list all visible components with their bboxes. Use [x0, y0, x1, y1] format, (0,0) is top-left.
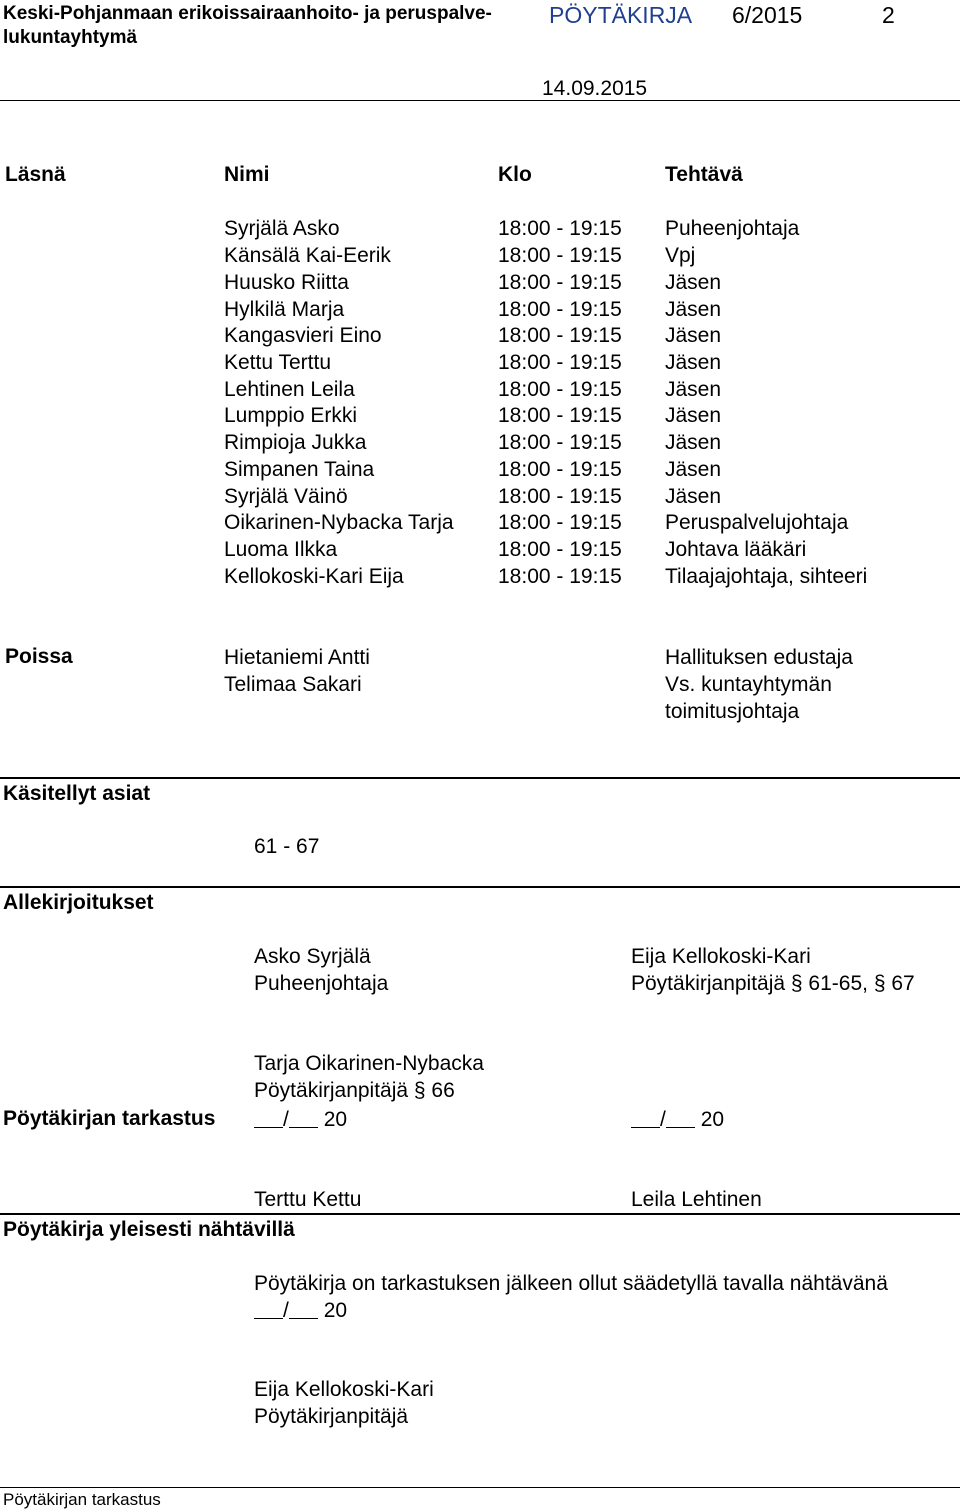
- year-prefix: 20: [700, 1108, 725, 1131]
- attendee-time: 18:00 - 19:15: [498, 378, 622, 401]
- absent-role: Vs. kuntayhtymän: [665, 673, 832, 696]
- attendee-time: 18:00 - 19:15: [498, 511, 622, 534]
- absent-role: Hallituksen edustaja: [665, 646, 853, 669]
- review-label: Pöytäkirjan tarkastus: [3, 1107, 216, 1130]
- attendee-time: 18:00 - 19:15: [498, 351, 622, 374]
- document-title: PÖYTÄKIRJA: [549, 2, 693, 28]
- footer-text: Pöytäkirjan tarkastus: [3, 1490, 161, 1509]
- month-blank: [289, 1107, 318, 1128]
- attendance-row: [0, 297, 960, 324]
- header-divider: [0, 100, 960, 101]
- chair-role: Puheenjohtaja: [254, 972, 389, 995]
- attendee-time: 18:00 - 19:15: [498, 458, 622, 481]
- attendee-name: Känsälä Kai-Eerik: [224, 244, 391, 267]
- attendee-name: Kellokoski-Kari Eija: [224, 565, 404, 588]
- attendee-time: 18:00 - 19:15: [498, 431, 622, 454]
- page-number: 2: [882, 2, 895, 28]
- attendee-name: Luoma Ilkka: [224, 538, 338, 561]
- absent-name: Telimaa Sakari: [224, 673, 362, 696]
- attendee-role: Jäsen: [665, 458, 722, 481]
- attendee-time: 18:00 - 19:15: [498, 298, 622, 321]
- attendance-row: [0, 537, 960, 564]
- absent-name: Hietaniemi Antti: [224, 646, 370, 669]
- year-prefix: 20: [323, 1108, 348, 1131]
- public-display-date: [254, 1298, 347, 1325]
- public-display-label: Pöytäkirja yleisesti nähtävillä: [3, 1218, 295, 1241]
- review-date-blank-2: [631, 1107, 724, 1134]
- attendee-name: Hylkilä Marja: [224, 298, 345, 321]
- organization-name-line1: Keski-Pohjanmaan erikoissairaanhoito- ja peruspalve-: [3, 3, 492, 24]
- section-divider: [0, 886, 960, 888]
- handled-matters-label: Käsitellyt asiat: [3, 782, 151, 805]
- public-signer-name: Eija Kellokoski-Kari: [254, 1378, 434, 1401]
- attendee-time: 18:00 - 19:15: [498, 538, 622, 561]
- attendee-name: Oikarinen-Nybacka Tarja: [224, 511, 454, 534]
- secretary-name: Eija Kellokoski-Kari: [631, 945, 811, 968]
- attendee-time: 18:00 - 19:15: [498, 244, 622, 267]
- reviewer-1-name: Terttu Kettu: [254, 1188, 362, 1211]
- attendee-time: 18:00 - 19:15: [498, 217, 622, 240]
- attendee-name: Simpanen Taina: [224, 458, 375, 481]
- reviewer-2-name: Leila Lehtinen: [631, 1188, 762, 1211]
- present-label: Läsnä: [5, 163, 66, 186]
- attendance-row: [0, 510, 960, 537]
- section-divider: [0, 1213, 960, 1215]
- date-separator: /: [283, 1108, 289, 1131]
- attendee-time: 18:00 - 19:15: [498, 271, 622, 294]
- meeting-date: 14.09.2015: [542, 77, 648, 100]
- secretary-role: Pöytäkirjanpitäjä § 61-65, § 67: [631, 972, 915, 995]
- attendee-time: 18:00 - 19:15: [498, 324, 622, 347]
- attendee-name: Lehtinen Leila: [224, 378, 355, 401]
- public-signer-role: Pöytäkirjanpitäjä: [254, 1405, 409, 1428]
- attendee-role: Jäsen: [665, 404, 722, 427]
- attendee-name: Rimpioja Jukka: [224, 431, 367, 454]
- attendance-row: [0, 243, 960, 270]
- attendee-role: Jäsen: [665, 485, 722, 508]
- secretary2-role: Pöytäkirjanpitäjä § 66: [254, 1079, 455, 1102]
- year-prefix: 20: [323, 1299, 348, 1322]
- attendee-name: Lumppio Erkki: [224, 404, 358, 427]
- attendance-row: [0, 216, 960, 243]
- column-header-name: Nimi: [224, 163, 270, 186]
- organization-name-line2: lukuntayhtymä: [3, 27, 138, 48]
- attendee-role: Jäsen: [665, 431, 722, 454]
- attendance-row: [0, 403, 960, 430]
- attendance-row: [0, 457, 960, 484]
- attendee-role: Peruspalvelujohtaja: [665, 511, 849, 534]
- attendance-row: [0, 270, 960, 297]
- attendee-name: Kangasvieri Eino: [224, 324, 382, 347]
- attendee-role: Puheenjohtaja: [665, 217, 800, 240]
- month-blank: [289, 1298, 318, 1319]
- day-blank: [254, 1107, 283, 1128]
- attendee-time: 18:00 - 19:15: [498, 485, 622, 508]
- column-header-time: Klo: [498, 163, 532, 186]
- attendance-row: [0, 323, 960, 350]
- attendee-name: Syrjälä Väinö: [224, 485, 348, 508]
- attendance-row: [0, 430, 960, 457]
- handled-matters-value: 61 - 67: [254, 835, 320, 858]
- month-blank: [666, 1107, 695, 1128]
- attendee-role: Jäsen: [665, 324, 722, 347]
- attendee-role: Jäsen: [665, 351, 722, 374]
- attendance-row: [0, 484, 960, 511]
- attendee-time: 18:00 - 19:15: [498, 404, 622, 427]
- document-number: 6/2015: [732, 2, 803, 28]
- attendance-row: [0, 564, 960, 591]
- chair-name: Asko Syrjälä: [254, 945, 371, 968]
- section-divider: [0, 777, 960, 779]
- attendee-role: Jäsen: [665, 378, 722, 401]
- attendee-time: 18:00 - 19:15: [498, 565, 622, 588]
- public-display-text: Pöytäkirja on tarkastuksen jälkeen ollut säädetyllä tavalla nähtävänä: [254, 1272, 888, 1295]
- attendee-role: Vpj: [665, 244, 696, 267]
- absent-label: Poissa: [5, 645, 73, 668]
- date-separator: /: [283, 1299, 289, 1322]
- column-header-role: Tehtävä: [665, 163, 743, 186]
- review-date-blank-1: [254, 1107, 347, 1134]
- day-blank: [631, 1107, 660, 1128]
- signatures-label: Allekirjoitukset: [3, 891, 154, 914]
- attendee-name: Syrjälä Asko: [224, 217, 340, 240]
- attendance-row: [0, 350, 960, 377]
- absent-role-continuation: toimitusjohtaja: [665, 700, 800, 723]
- attendance-row: [0, 377, 960, 404]
- footer-divider: [0, 1487, 960, 1488]
- secretary2-name: Tarja Oikarinen-Nybacka: [254, 1052, 484, 1075]
- attendee-role: Jäsen: [665, 298, 722, 321]
- attendee-role: Jäsen: [665, 271, 722, 294]
- attendee-role: Johtava lääkäri: [665, 538, 807, 561]
- day-blank: [254, 1298, 283, 1319]
- date-separator: /: [660, 1108, 666, 1131]
- attendee-name: Kettu Terttu: [224, 351, 332, 374]
- attendee-name: Huusko Riitta: [224, 271, 349, 294]
- attendee-role: Tilaajajohtaja, sihteeri: [665, 565, 868, 588]
